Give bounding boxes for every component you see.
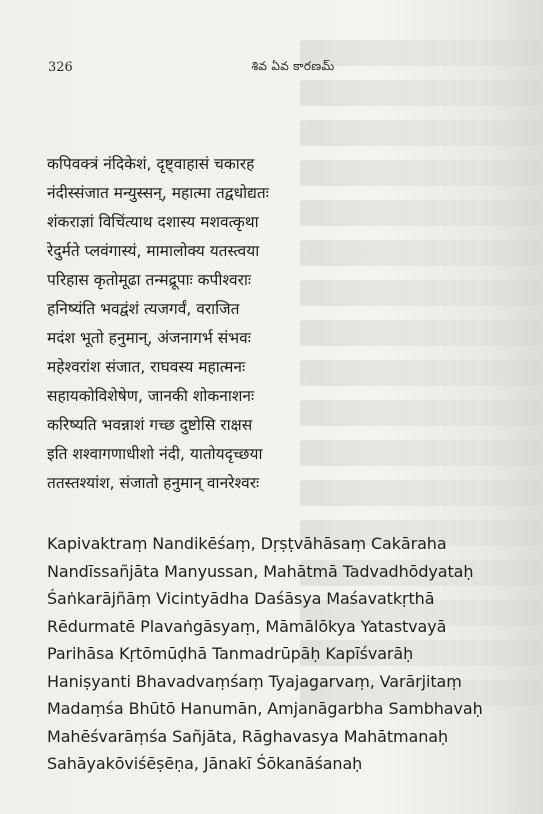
transliteration-line: Mahēśvarāṃśa Sañjāta, Rāghavasya Mahātmanaḥ [47,726,448,746]
transliteration-block [47,530,517,778]
sanskrit-line: महेश्वरांश संजात, राघवस्य महात्मनः [47,358,246,376]
transliteration-line: Nandīssañjāta Manyussan, Mahātmā Tadvadhōdyataḥ [47,561,474,581]
transliteration-line: Kapivaktraṃ Nandikēśaṃ, Dṛṣṭvāhāsaṃ Cakāraha [47,534,447,553]
sanskrit-line: इति शश्वागणाधीशो नंदी, यातोयदृच्छया [47,445,263,463]
sanskrit-line: सहायकोविशेषेण, जानकी शोकनाशनः [47,387,255,405]
transliteration-line: Rēdurmatē Plavaṅgāsyaṃ, Māmālōkya Yatastvayā [47,616,447,636]
sanskrit-line: ततस्तश्यांश, संजातो हनुमान् वानरेश्वरः [47,474,260,492]
sanskrit-line: करिष्यति भवन्नाशं गच्छ दुष्टोसि राक्षस [47,416,253,434]
running-title: శివ ఏవ కారణమ్ [251,58,335,73]
sanskrit-line: शंकराज्ञां विचिंत्याथ दशास्य मशवत्कृथा [47,213,259,231]
page-number: 326 [48,59,73,75]
sanskrit-verse-block [47,150,447,498]
transliteration-line: Śaṅkarājñāṃ Vicintyādha Daśāsya Maśavatkṛthā [47,589,435,608]
sanskrit-line: रेदुर्मते प्लवंगास्यं, मामालोक्य यतस्त्वया [47,242,260,260]
sanskrit-line: मदंश भूतो हनुमान्, अंजनागर्भ संभवः [47,329,251,347]
sanskrit-line: परिहास कृतोमूढा तन्मद्रूपाः कपीश्वराः [47,271,252,289]
sanskrit-line: कपिवक्त्रं नंदिकेशं, दृष्ट्वाहासं चकारह [47,155,255,173]
sanskrit-line: नंदीस्संजात मन्युस्सन्, महात्मा तद्वधोद्यतः [47,184,269,202]
page-header [48,57,503,77]
sanskrit-line: हनिष्यंति भवद्वंशं त्यजगर्वं, वराजित [47,300,240,318]
transliteration-line: Parihāsa Kṛtōmūḍhā Tanmadrūpāḥ Kapīśvarāḥ [47,644,414,663]
transliteration-line: Madaṃśa Bhūtō Hanumān, Amjanāgarbha Sambhavaḥ [47,699,483,718]
transliteration-line: Sahāyakōviśēṣēṇa, Jānakī Śōkanāśanaḥ [47,754,363,773]
transliteration-line: Haniṣyanti Bhavadvaṃśaṃ Tyajagarvaṃ, Varārjitaṃ [47,671,462,691]
